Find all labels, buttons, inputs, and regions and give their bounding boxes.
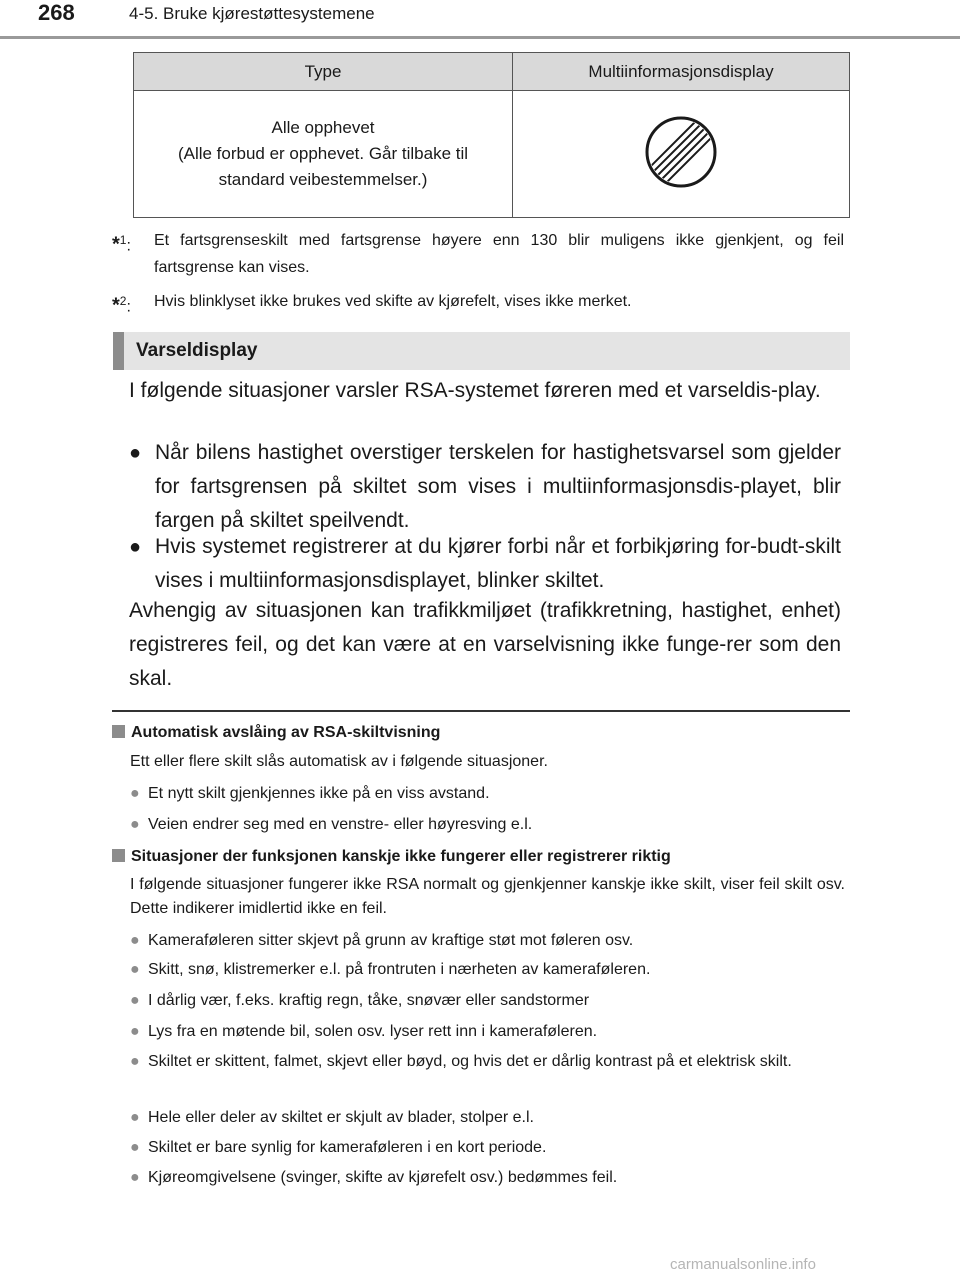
list-item <box>130 1106 848 1130</box>
bullet-icon: ● <box>130 1109 140 1126</box>
bullet-icon: ● <box>130 785 140 802</box>
bullet-icon: ● <box>130 816 140 833</box>
bullet-icon: ● <box>130 1023 140 1040</box>
bullet-icon: ● <box>130 932 140 949</box>
list-item <box>130 1166 848 1190</box>
section-title: 4-5. Bruke kjørestøttesystemene <box>129 4 375 23</box>
list-item-text: Veien endrer seg med en venstre- eller høyresving e.l. <box>148 816 533 833</box>
sign-type-table <box>133 52 850 218</box>
list-item <box>130 813 848 837</box>
list-item <box>130 1020 848 1044</box>
column-header-display: Multiinformasjonsdisplay <box>513 53 850 91</box>
table-header-row <box>134 53 850 91</box>
list-item <box>130 782 848 806</box>
bullet-icon: ● <box>130 1053 140 1070</box>
list-item-text: Et nytt skilt gjenkjennes ikke på en viss avstand. <box>148 785 490 802</box>
list-item-text: Skiltet er skittent, falmet, skjevt eller bøyd, og hvis det er dårlig kontrast på et elektrisk skilt. <box>148 1053 792 1070</box>
bullet-icon: ● <box>129 442 142 464</box>
table-row <box>134 91 850 218</box>
list-item <box>130 1050 848 1074</box>
footnote-text: Et fartsgrenseskilt med fartsgrense høyere enn 130 blir muligens ikke gjenkjent, og feil fartsgrense kan vises. <box>154 232 844 276</box>
end-of-restrictions-sign-icon <box>643 114 719 190</box>
footnote-star: * <box>112 233 120 256</box>
column-header-type: Type <box>134 53 513 91</box>
malfunction-heading <box>112 845 671 869</box>
list-item-text: Når bilens hastighet overstiger terskelen for hastighetsvarsel som gjelder for fartsgrensen på skiltet som vises i multiinformasjonsdis-playet, blir fargen på skiltet speilvendt. <box>155 441 841 532</box>
bullet-icon: ● <box>129 536 142 558</box>
malfunction-text: I følgende situasjoner fungerer ikke RSA normalt og gjenkjenner kanskje ikke skilt, viser feil skilt osv. Dette indikerer imidlertid ikke en feil. <box>130 876 845 917</box>
varseldisplay-heading: Varseldisplay <box>136 340 258 361</box>
auto-off-text: Ett eller flere skilt slås automatisk av i følgende situasjoner. <box>130 753 548 770</box>
list-item <box>129 530 841 598</box>
varseldisplay-heading-bar <box>113 332 850 370</box>
footnote-star: * <box>112 294 120 317</box>
list-item-text: Kjøreomgivelsene (svinger, skifte av kjørefelt osv.) bedømmes feil. <box>148 1169 618 1186</box>
varsel-closing: Avhengig av situasjonen kan trafikkmiljøet (trafikkretning, hastighet, enhet) registreres feil, og det kan være at en varselvisning ikke funge-rer som den skal. <box>129 599 841 690</box>
square-bullet-icon <box>112 849 125 862</box>
list-item-text: Lys fra en møtende bil, solen osv. lyser rett inn i kameraføleren. <box>148 1023 598 1040</box>
footnote-text: Hvis blinklyset ikke brukes ved skifte av kjørefelt, vises ikke merket. <box>154 293 632 310</box>
malfunction-heading-text: Situasjoner der funksjonen kanskje ikke fungerer eller registrerer riktig <box>131 848 671 865</box>
page-number: 268 <box>38 0 75 25</box>
list-item <box>129 436 841 538</box>
footnote-number: 1 <box>119 233 127 247</box>
bullet-icon: ● <box>130 1139 140 1156</box>
list-item <box>130 1136 848 1160</box>
list-item-text: Hele eller deler av skiltet er skjult av blader, stolper e.l. <box>148 1109 534 1126</box>
list-item-text: Skitt, snø, klistremerker e.l. på frontruten i nærheten av kameraføleren. <box>148 961 651 978</box>
footnote-2: *$^2$: Hvis blinklyset ikke brukes ved skifte av kjørefelt, vises ikke merket. <box>112 288 844 320</box>
type-description: Alle opphevet (Alle forbud er opphevet. Går tilbake til standard veibestemmelser.) <box>177 118 469 189</box>
bullet-icon: ● <box>130 992 140 1009</box>
list-item-text: Skiltet er bare synlig for kameraføleren i en kort periode. <box>148 1139 547 1156</box>
auto-off-heading-text: Automatisk avslåing av RSA-skiltvisning <box>131 724 441 741</box>
list-item-text: I dårlig vær, f.eks. kraftig regn, tåke, snøvær eller sandstormer <box>148 992 590 1009</box>
section-divider <box>112 710 850 712</box>
list-item <box>130 929 848 953</box>
footnote-number: 2 <box>119 294 127 308</box>
bullet-icon: ● <box>130 961 140 978</box>
list-item-text: Hvis systemet registrerer at du kjører forbi når et forbikjøring for-budt-skilt vises i multiinformasjonsdisplayet, blinker skiltet. <box>155 535 841 592</box>
header-divider <box>0 36 960 39</box>
varsel-intro: I følgende situasjoner varsler RSA-systemet føreren med et varseldis-play. <box>129 379 821 402</box>
list-item-text: Kameraføleren sitter skjevt på grunn av kraftige støt mot føleren osv. <box>148 932 634 949</box>
list-item <box>130 958 848 982</box>
bullet-icon: ● <box>130 1169 140 1186</box>
display-cell <box>513 91 850 218</box>
auto-off-heading <box>112 721 440 745</box>
type-cell <box>134 91 513 218</box>
footnote-1: *$^1$: Et fartsgrenseskilt med fartsgrense høyere enn 130 blir muligens ikke gjenkjent, og feil fartsgrense kan vises. <box>112 227 844 281</box>
list-item <box>130 989 848 1013</box>
watermark: carmanualsonline.info <box>670 1256 816 1273</box>
square-bullet-icon <box>112 725 125 738</box>
